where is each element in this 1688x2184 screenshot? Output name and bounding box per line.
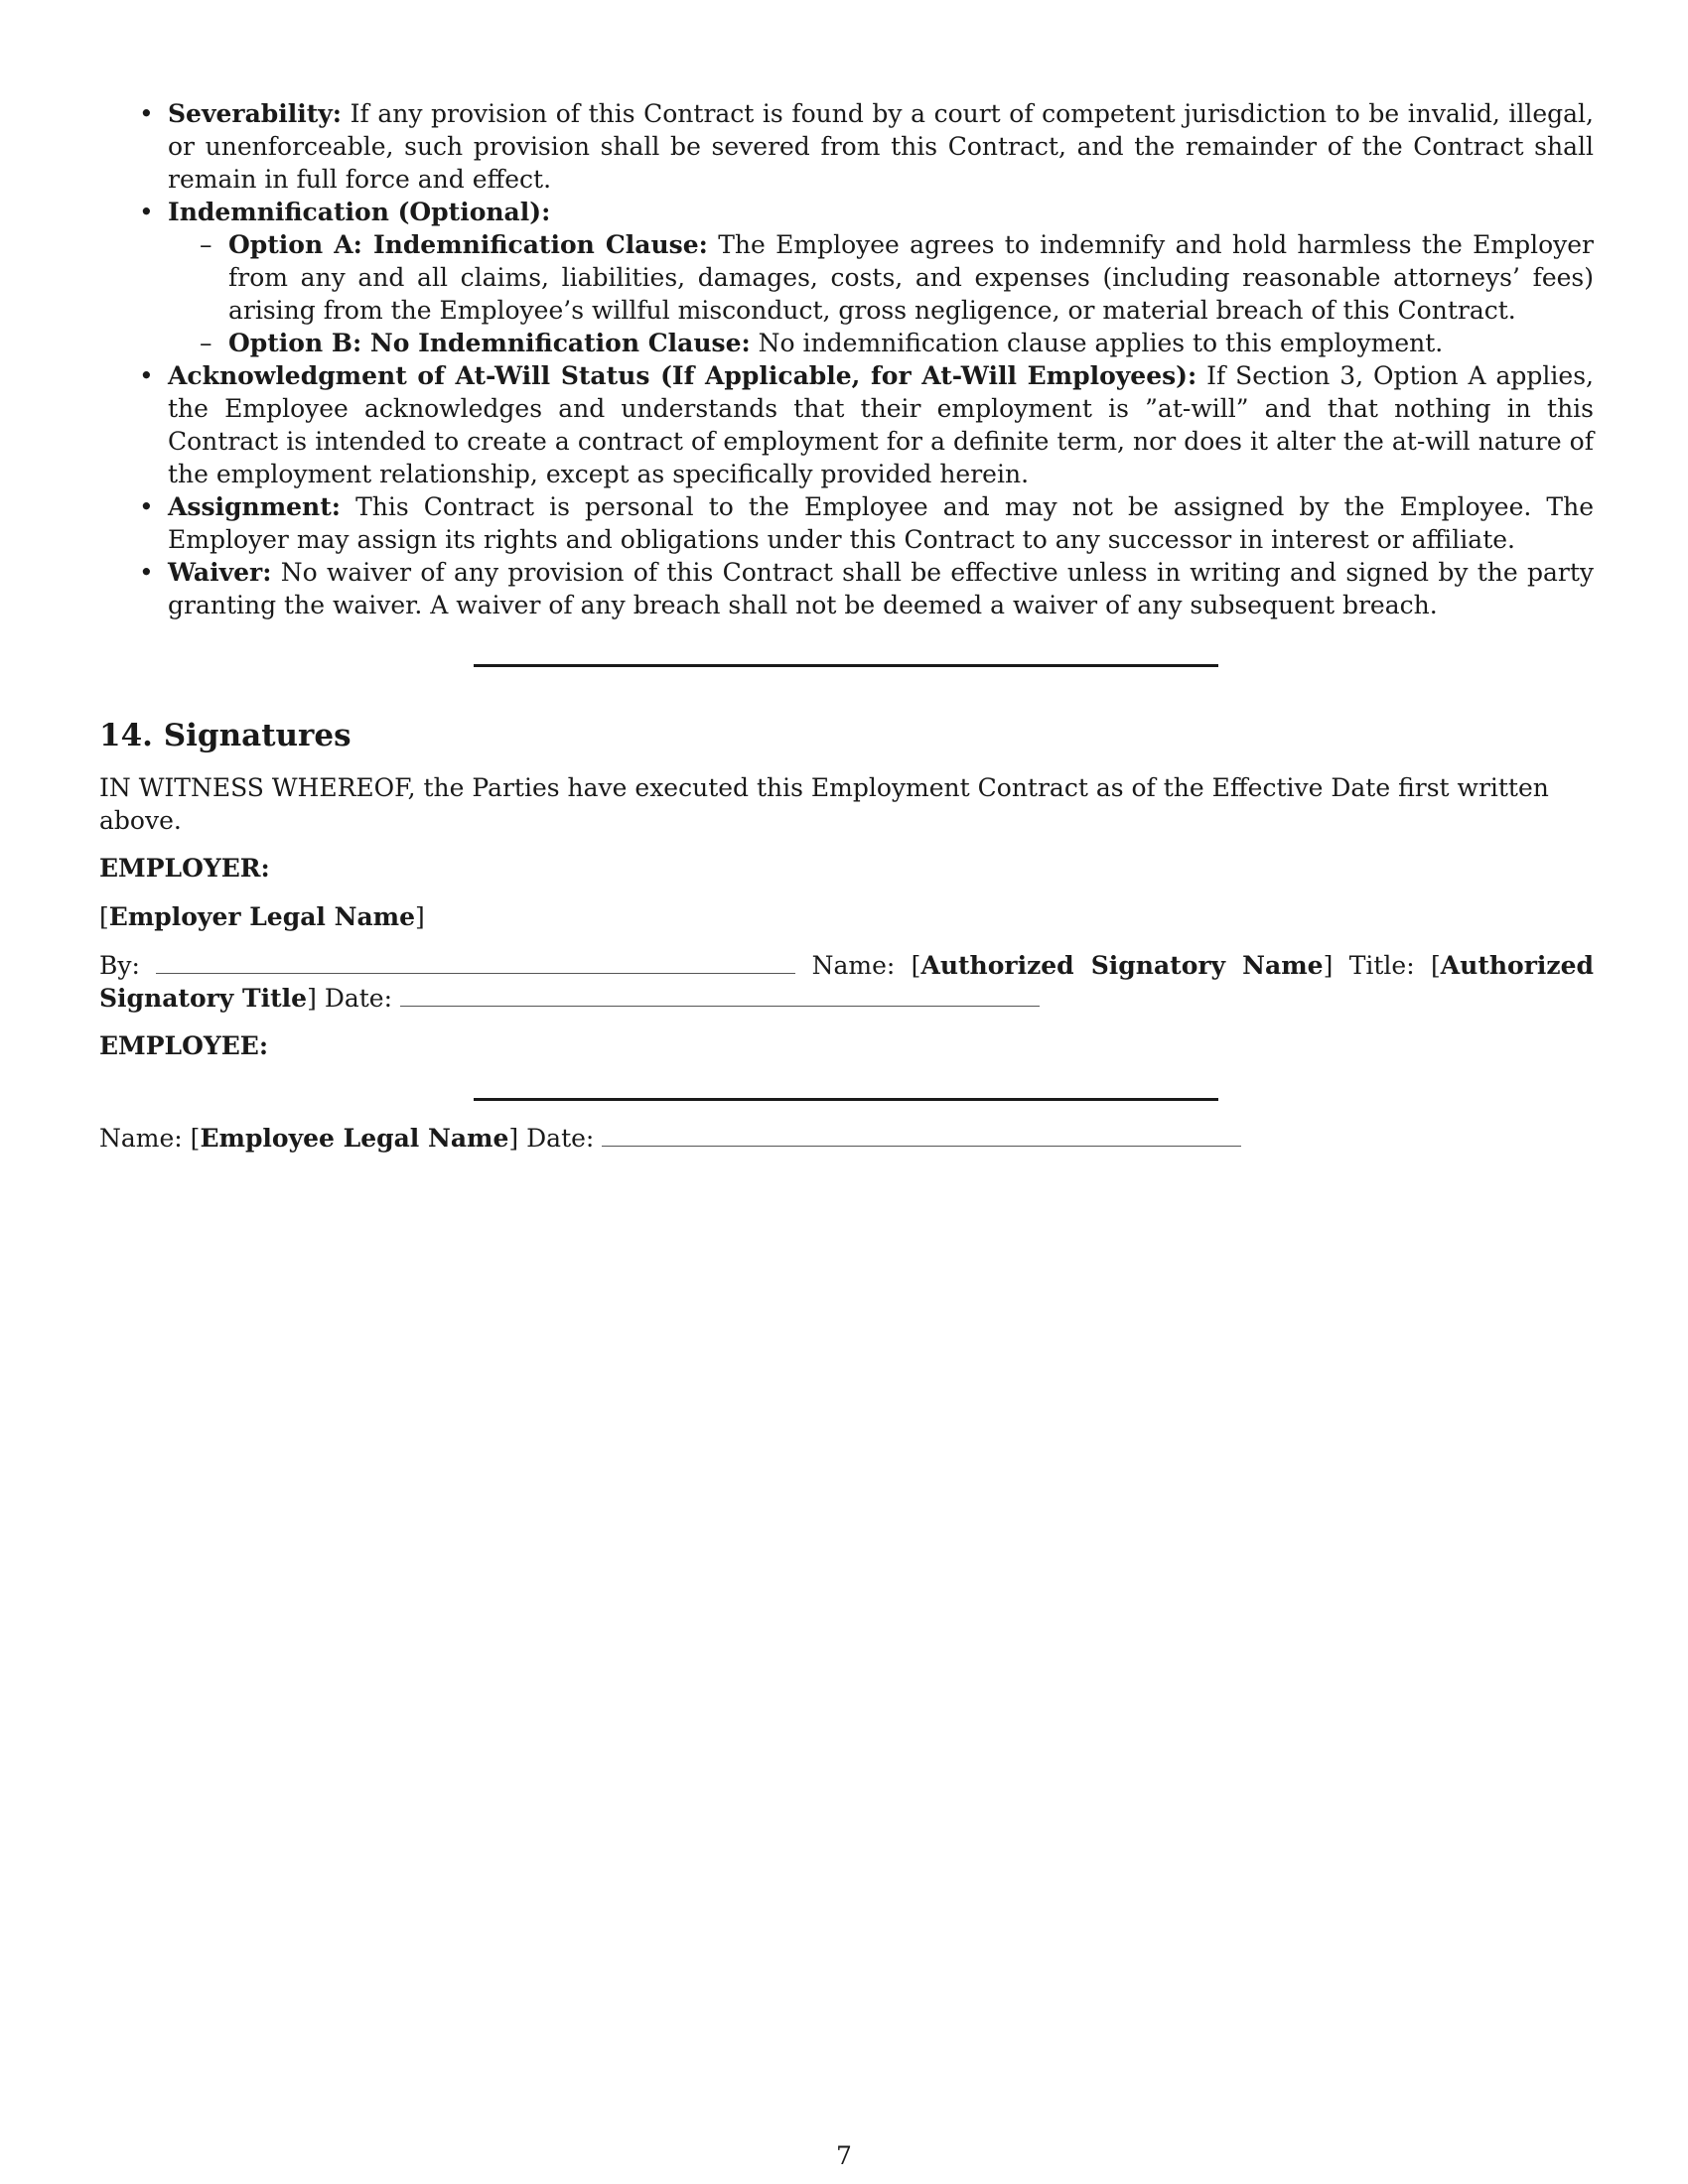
section-heading: 14. Signatures (99, 718, 352, 753)
employee-label: EMPLOYEE: (99, 1031, 269, 1060)
employer-signature-block (99, 949, 1594, 1015)
title-label: Title: (1348, 951, 1415, 980)
clause-text: If Section 3, Option A applies, the Employee acknowledges and understands that their employment is ”at-will” and that nothing in this Contract is intended to create a contract of employment for a definite term, nor does it alter the at-will nature of the employment relationship, except as specifically provided herein. (168, 361, 1594, 488)
clause-text: No waiver of any provision of this Contract shall be effective unless in writing and signed by the party granting the waiver. A waiver of any breach shall not be deemed a waiver of any subsequent breach. (168, 558, 1594, 619)
clause-severability (99, 97, 1594, 196)
employee-signature-line[interactable] (474, 1098, 1218, 1101)
clause-at-will (99, 359, 1594, 490)
clause-label: Assignment: (168, 492, 342, 521)
employer-name-line (99, 900, 1594, 933)
employer-name-placeholder: Employer Legal Name (108, 902, 416, 931)
clause-indemnification (99, 196, 1594, 359)
employee-signature-block (99, 1122, 1594, 1155)
signatory-title-placeholder: Authorized Signatory Title (99, 951, 1594, 1013)
by-label: By: (99, 951, 140, 980)
page-number: 7 (836, 2141, 852, 2170)
employer-date-line[interactable] (400, 986, 1040, 1007)
employer-label: EMPLOYER: (99, 854, 270, 883)
bracket-close: ] (415, 902, 425, 931)
date-label: Date: (324, 984, 393, 1013)
option-text: No indemnification clause applies to this employment. (758, 329, 1444, 357)
bracket-open: [ (911, 951, 921, 980)
clause-text: This Contract is personal to the Employee and may not be assigned by the Employee. The Employer may assign its rights and obligations under this Contract to any successor in interest or affiliate. (168, 492, 1594, 554)
bracket-close: ] (307, 984, 317, 1013)
clause-label: Indemnification (Optional): (168, 198, 551, 226)
indemnification-option-a (168, 228, 1594, 327)
employer-signature-line[interactable] (156, 953, 795, 974)
clause-text: If any provision of this Contract is found by a court of competent jurisdiction to be invalid, illegal, or unenforceable, such provision shall be severed from this Contract, and the remainder of the Contract shall remain in full force and effect. (168, 99, 1594, 194)
clause-list (99, 97, 1594, 621)
clause-label: Severability: (168, 99, 343, 128)
document-page (99, 97, 1594, 1155)
clause-waiver (99, 556, 1594, 621)
name-label: Name: (811, 951, 896, 980)
employee-name-placeholder: Employee Legal Name (200, 1124, 509, 1153)
clause-label: Waiver: (168, 558, 272, 587)
bracket-open: [ (99, 902, 109, 931)
option-text: The Employee agrees to indemnify and hold harmless the Employer from any and all claims, liabilities, damages, costs, and expenses (including reasonable attorneys’ fees) arising from the Employee’s willful misconduct, gross negligence, or material breach of this Contract. (228, 230, 1594, 325)
bracket-close: ] (1323, 951, 1334, 980)
clause-label: Acknowledgment of At-Will Status (If Applicable, for At-Will Employees): (168, 361, 1197, 390)
indemnification-options (168, 228, 1594, 359)
employee-date-line[interactable] (602, 1126, 1241, 1147)
signatory-name-placeholder: Authorized Signatory Name (920, 951, 1324, 980)
witness-statement: IN WITNESS WHEREOF, the Parties have executed this Employment Contract as of the Effective Date first written above. (99, 773, 1549, 835)
bracket-open: [ (1430, 951, 1441, 980)
option-label: Option A: Indemnification Clause: (228, 230, 708, 259)
bracket-open: [ (190, 1124, 201, 1153)
section-divider (474, 664, 1218, 667)
indemnification-option-b (168, 327, 1594, 359)
bracket-close: ] (508, 1124, 519, 1153)
date-label: Date: (526, 1124, 595, 1153)
option-label: Option B: No Indemnification Clause: (228, 329, 751, 357)
name-label: Name: (99, 1124, 183, 1153)
clause-assignment (99, 490, 1594, 556)
